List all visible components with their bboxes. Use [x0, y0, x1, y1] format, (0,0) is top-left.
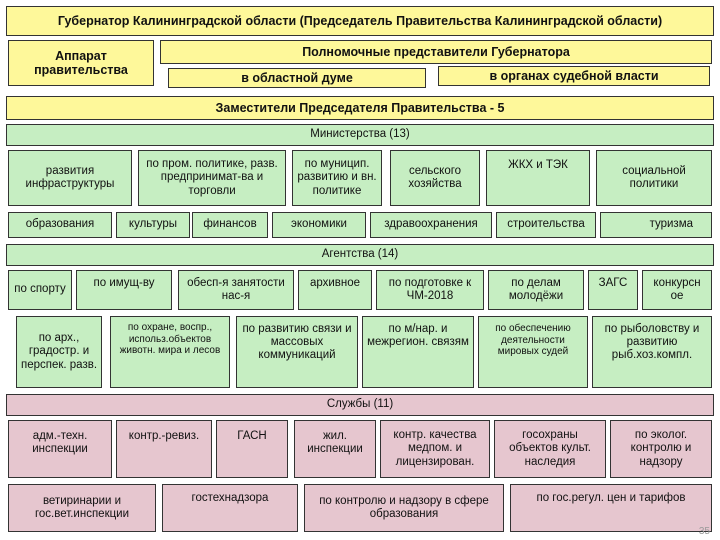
agency-box	[178, 270, 294, 310]
ministry-label: образования	[25, 218, 95, 231]
service-box	[216, 420, 288, 478]
agency-box	[362, 316, 474, 388]
ministry-box	[596, 150, 712, 206]
agency-box	[298, 270, 372, 310]
services-header	[6, 394, 714, 416]
agency-label: архивное	[309, 277, 361, 289]
services-title: Службы (11)	[326, 398, 394, 411]
apparatus-label: Аппарат правительства	[34, 48, 128, 77]
service-box	[304, 484, 504, 532]
service-box	[294, 420, 376, 478]
deputies-label: Заместители Председателя Правительства - 5	[215, 100, 505, 115]
service-label: адм.-техн. инспекции	[32, 430, 88, 456]
agency-box	[478, 316, 588, 388]
agency-box	[76, 270, 172, 310]
agency-label: по охране, воспр., использ.объектов животн. мира и лесов	[119, 322, 221, 356]
ministry-label: по муницип. развитию и вн. политике	[297, 158, 377, 197]
agency-label: по рыболовству и развитию рыб.хоз.компл.	[604, 323, 700, 362]
service-label: контр. качества медпом. и лицензирован.	[393, 429, 477, 468]
agency-label: обесп-я занятости нас-я	[187, 276, 285, 302]
ministry-label: ЖКХ и ТЭК	[508, 159, 568, 171]
agency-label: по арх., градостр. и перспек. разв.	[20, 332, 98, 371]
agency-box	[642, 270, 712, 310]
representatives-label: Полномочные представители Губернатора	[302, 44, 570, 59]
service-box	[8, 484, 156, 532]
agency-label: по спорту	[14, 283, 66, 296]
agency-label: ЗАГС	[598, 277, 628, 289]
rep-duma-label: в областной думе	[241, 70, 353, 85]
deputies-box	[6, 96, 714, 120]
ministry-label: здравоохранения	[384, 218, 478, 231]
service-label: по контролю и надзору в сфере образования	[319, 494, 489, 520]
representatives-box	[160, 40, 712, 64]
agency-label: конкурсн ое	[653, 276, 701, 302]
rep-courts-label: в органах судебной власти	[489, 68, 659, 83]
agency-label: по подготовке к ЧМ-2018	[388, 276, 472, 302]
service-label: контр.-ревиз.	[128, 430, 200, 442]
agency-box	[236, 316, 358, 388]
ministry-box	[8, 212, 112, 238]
agencies-title: Агентства (14)	[321, 248, 399, 261]
service-box	[162, 484, 298, 532]
ministry-label: финансов	[203, 218, 257, 231]
ministries-title: Министерства (13)	[310, 128, 410, 141]
service-label: по эколог. контролю и надзору	[630, 429, 692, 468]
page-number: 35	[698, 526, 710, 537]
ministry-box	[192, 212, 268, 238]
ministry-label: туризма	[649, 218, 693, 231]
agency-box	[16, 316, 102, 388]
ministry-label: социальной политики	[622, 164, 686, 190]
agency-box	[592, 316, 712, 388]
ministry-box	[390, 150, 480, 206]
governor-label: Губернатор Калининградской области (Председатель Правительства Калининградской области)	[57, 13, 663, 28]
rep-duma-box	[168, 68, 426, 88]
apparatus-box	[8, 40, 154, 86]
service-label: ГАСН	[237, 430, 267, 442]
service-label: гостехнадзора	[191, 492, 269, 504]
ministry-box	[272, 212, 366, 238]
agency-label: по делам молодёжи	[508, 276, 564, 302]
agency-box	[110, 316, 230, 388]
service-box	[380, 420, 490, 478]
ministry-label: развития инфраструктуры	[25, 164, 115, 190]
service-box	[8, 420, 112, 478]
service-box	[610, 420, 712, 478]
ministry-box	[116, 212, 190, 238]
ministry-label: культуры	[128, 218, 178, 231]
agencies-header	[6, 244, 714, 266]
service-label: по гос.регул. цен и тарифов	[536, 492, 686, 504]
ministry-box	[496, 212, 596, 238]
agency-box	[8, 270, 72, 310]
rep-courts-box	[438, 66, 710, 86]
agency-box	[588, 270, 638, 310]
agency-label: по обеспечению деятельности мировых судей	[495, 323, 571, 357]
service-label: госохраны объектов культ. наследия	[509, 429, 591, 468]
agency-box	[488, 270, 584, 310]
governor-box	[6, 6, 714, 36]
ministry-box	[138, 150, 286, 206]
ministry-label: по пром. политике, разв. предпринимат-ва и торговли	[146, 158, 278, 197]
ministry-label: экономики	[291, 218, 347, 231]
ministry-label: строительства	[507, 218, 585, 231]
agency-label: по развитию связи и массовых коммуникаций	[242, 323, 352, 362]
service-box	[510, 484, 712, 532]
ministry-box	[8, 150, 132, 206]
agency-label: по м/нар. и межрегион. связям	[367, 323, 469, 349]
ministry-box	[486, 150, 590, 206]
service-box	[494, 420, 606, 478]
service-box	[116, 420, 212, 478]
agency-label: по имущ-ву	[93, 277, 155, 289]
ministry-box	[370, 212, 492, 238]
agency-box	[376, 270, 484, 310]
ministry-box	[600, 212, 712, 238]
ministry-box	[292, 150, 382, 206]
ministry-label: сельского хозяйства	[408, 164, 462, 190]
service-label: жил. инспекции	[307, 430, 363, 456]
service-label: ветиринарии и гос.вет.инспекции	[34, 494, 130, 520]
ministries-header	[6, 124, 714, 146]
